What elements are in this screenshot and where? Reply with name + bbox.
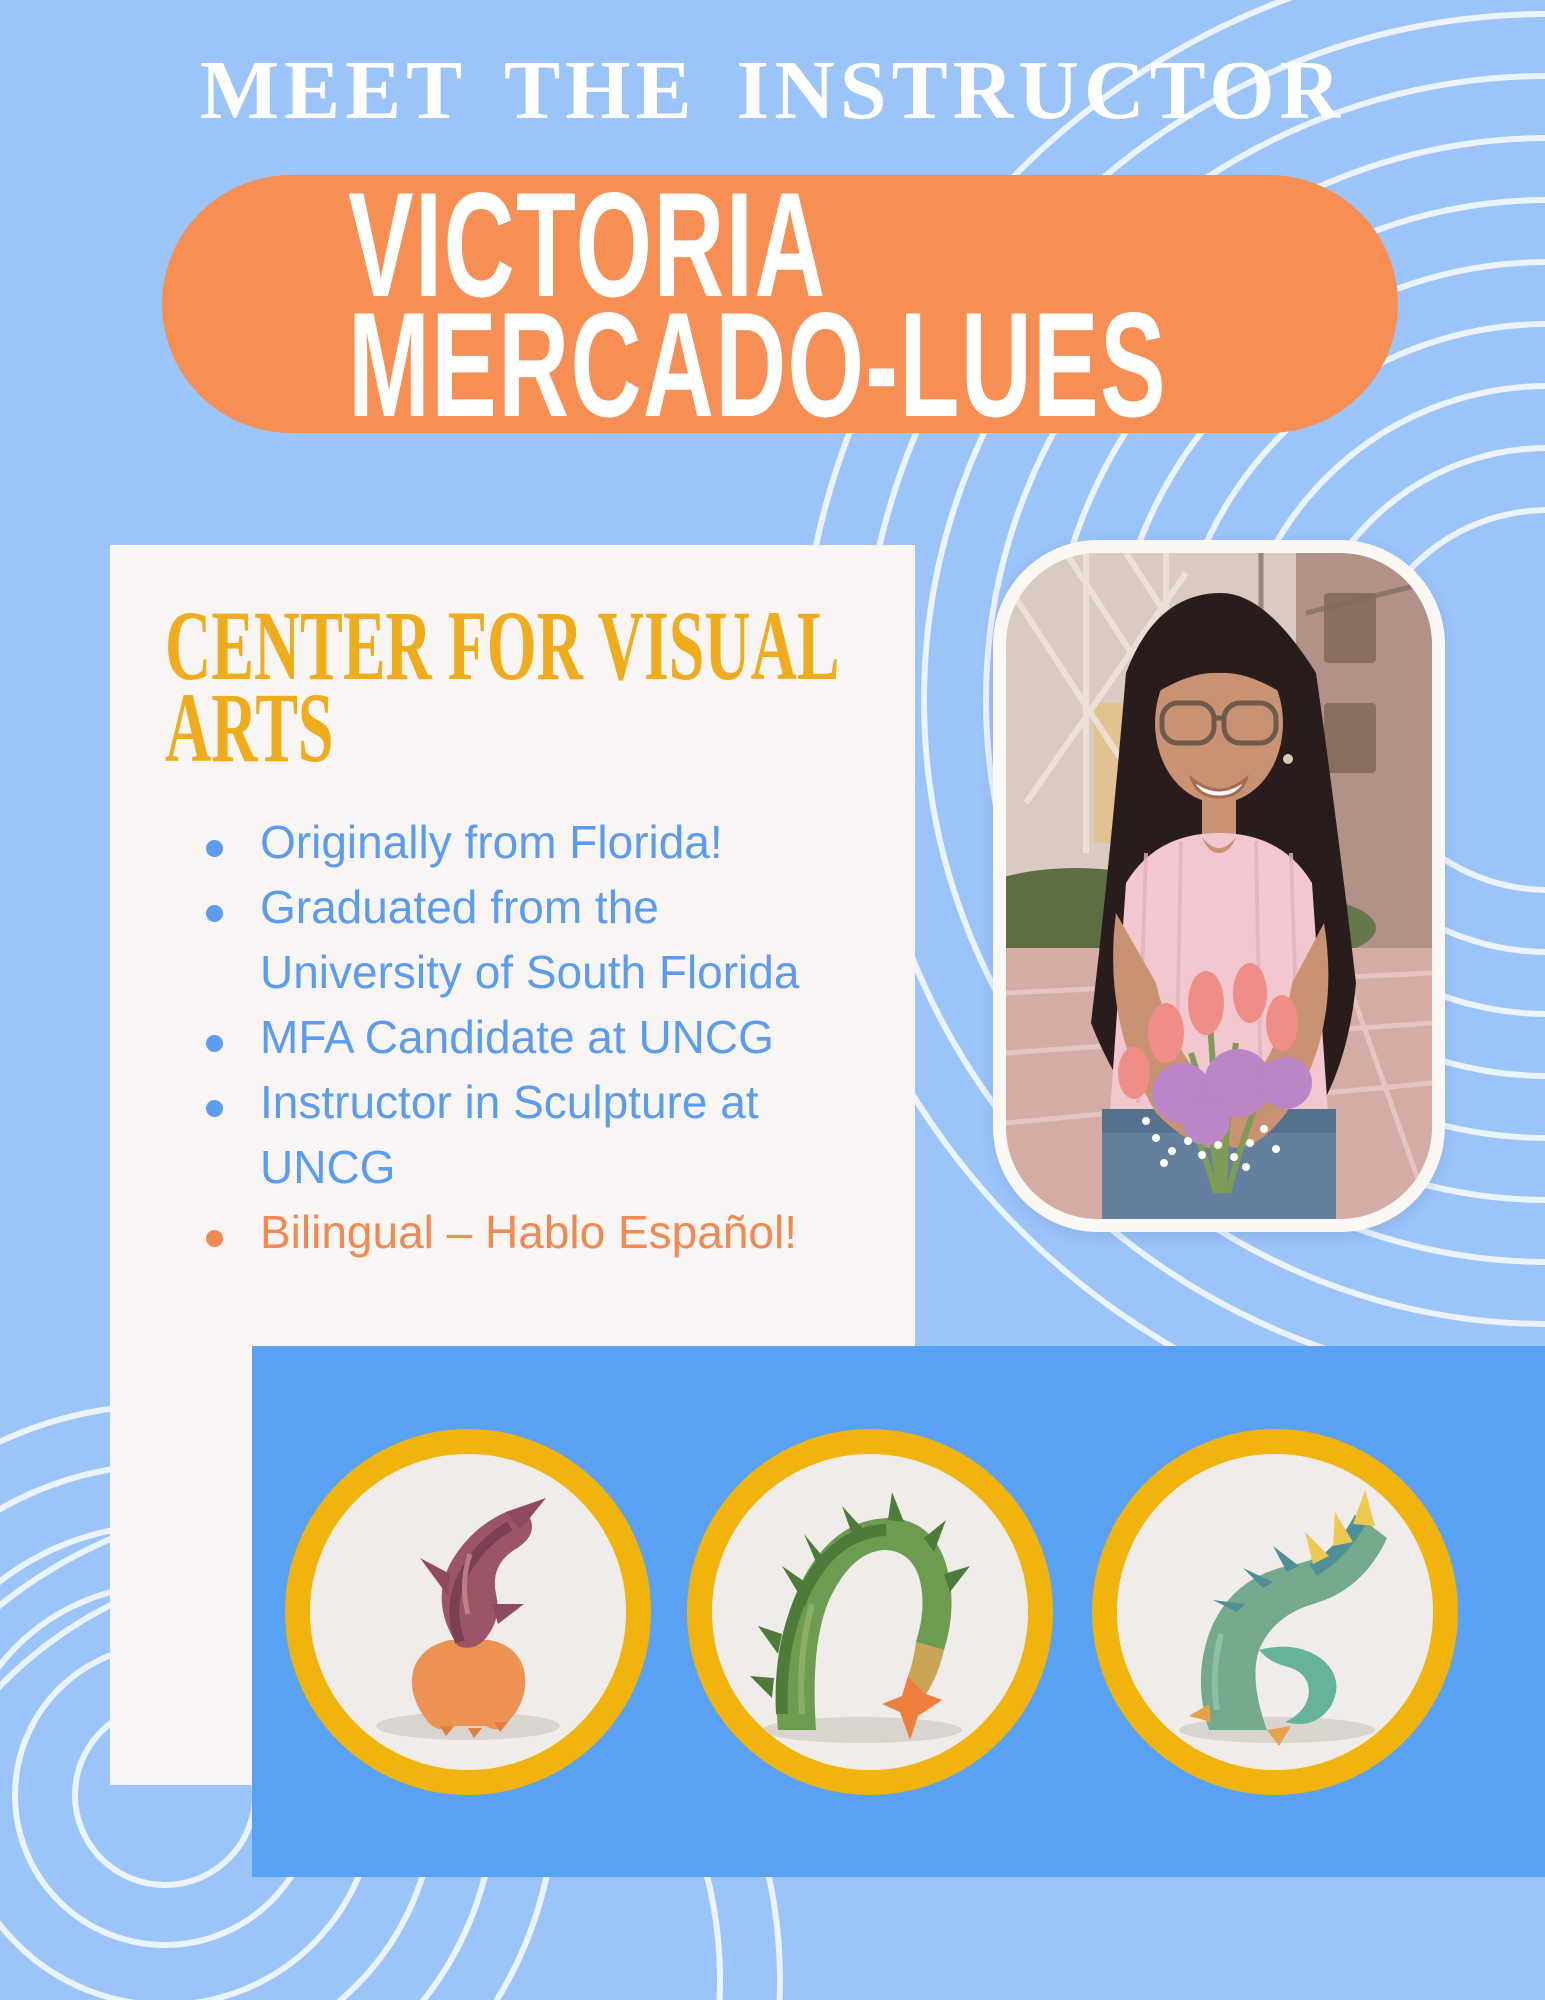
kicker-title: MEET THE INSTRUCTOR [199,44,1346,137]
instructor-last-name: MERCADO-LUES [348,281,1167,448]
instructor-photo-frame [993,540,1445,1232]
card-heading-line1: CENTER FOR VISUAL [165,590,840,701]
bullet-text: Instructor in Sculpture at UNCG [260,1076,759,1193]
card-heading-line2: ARTS [165,672,334,783]
sculpture-teal-curl-illustration [1117,1454,1433,1770]
bullet-dot [206,905,223,922]
gallery-panel [252,1346,1545,1877]
bullet-item [196,875,816,1005]
bullet-dot [206,1100,223,1117]
bullet-dot [206,840,223,857]
instructor-first-name: VICTORIA [348,161,827,328]
instructor-photo [1006,553,1432,1219]
bullet-item-highlight [196,1200,816,1265]
sculpture-green-arch-illustration [712,1454,1028,1770]
bullet-dot [206,1230,223,1247]
bullet-text: Graduated from the University of South Florida [260,881,800,998]
bullet-item [196,1005,816,1070]
bullet-item [196,1070,816,1200]
sculpture-medallion-green [687,1429,1053,1795]
sculpture-red-spiral-illustration [310,1454,626,1770]
sculpture-medallion-teal [1092,1429,1458,1795]
highlight-text: Bilingual – Hablo Español! [260,1206,798,1258]
bullet-item [196,810,816,875]
sculpture-medallion-red [285,1429,651,1795]
bullet-text: Originally from Florida! [260,816,723,868]
bullet-text: MFA Candidate at UNCG [260,1011,774,1063]
bio-bullet-list [196,810,816,1265]
card-heading [165,590,869,783]
bullet-dot [206,1035,223,1052]
instructor-portrait-illustration [1006,553,1432,1219]
